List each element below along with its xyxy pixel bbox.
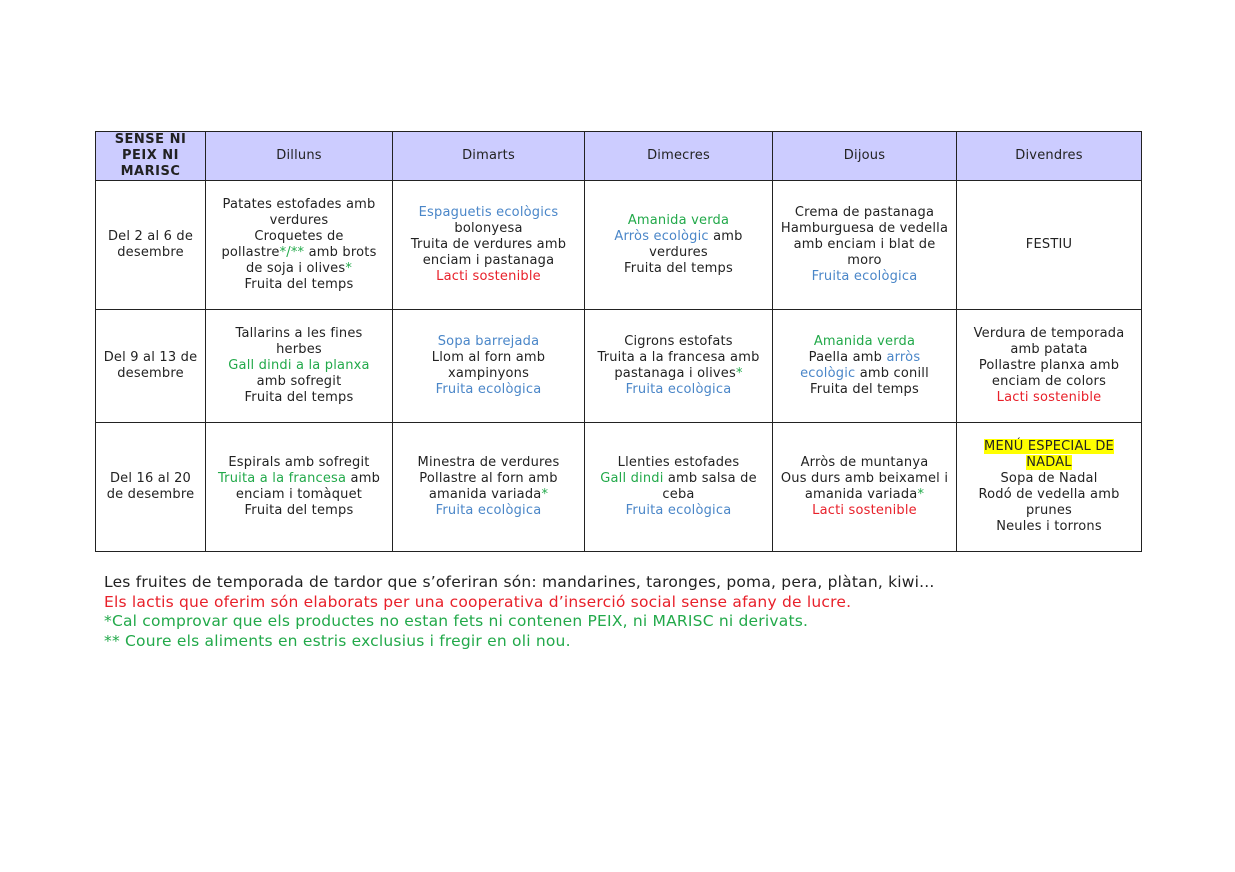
dish-line [399,205,578,221]
dish-line [399,350,578,382]
dish-text: amb sofregit [256,374,342,389]
note-dairy: Els lactis que oferim són elaborats per una cooperativa d’inserció social sense afany de lucre. [104,592,852,611]
menu-cell [393,181,585,310]
dish-text: Llom al forn amb xampinyons [431,350,546,381]
dish-text: Patates estofades amb verdures [222,197,376,228]
dish-line [591,213,766,229]
dish-text: Fruita del temps [624,261,733,276]
day-header-monday: Dilluns [206,132,393,181]
note-cook: ** Coure els aliments en estris exclusius i fregir en oli nou. [104,631,571,650]
dish-line [591,350,766,382]
dish-text: Gall dindi a la planxa [228,358,370,373]
dish-line [212,197,386,229]
header-row [96,132,1142,181]
dish-line [212,326,386,358]
menu-table [95,131,1142,552]
week-period: Del 16 al 20 de desembre [96,423,206,552]
menu-cell [773,181,957,310]
menu-cell [393,423,585,552]
footnotes [104,573,935,651]
week-row [96,310,1142,423]
dish-line [212,358,386,374]
dish-text: Truita a la francesa [217,471,347,486]
week-row [96,423,1142,552]
dish-line [399,503,578,519]
dish-line [212,471,386,503]
dish-line [399,269,578,285]
day-header-thursday: Dijous [773,132,957,181]
dish-text: Minestra de verdures [417,455,560,470]
dish-line [779,269,950,285]
dish-line [779,503,950,519]
dish-text: Lacti sostenible [996,390,1102,405]
dish-text: Espaguetis ecològics [418,205,559,220]
dish-line [212,503,386,519]
special-menu-label: MENÚ ESPECIAL DE NADAL [984,439,1114,470]
dish-line [399,334,578,350]
dish-text: Fruita del temps [244,390,354,405]
dish-text: Truita de verdures amb enciam i pastanaga [410,237,567,268]
dish-text: Fruita del temps [244,277,354,292]
menu-cell [585,181,773,310]
dish-text: Amanida verda [813,334,916,349]
dish-text: Pollastre planxa amb enciam de colors [978,358,1120,389]
day-header-wednesday: Dimecres [585,132,773,181]
dish-line [963,390,1135,406]
dish-text: * [735,366,743,381]
dish-line [212,229,386,277]
dish-text: arròs ecològic [800,350,921,381]
dish-text: Lacti sostenible [436,269,541,284]
dish-text: Fruita ecològica [625,503,732,518]
dish-text: Fruita del temps [810,382,919,397]
dish-line [779,455,950,471]
dish-text: amb conill [855,366,929,381]
dish-line [212,277,386,293]
dish-text: Verdura de temporada amb patata [973,326,1125,357]
dish-text: Arròs de muntanya [800,455,929,470]
dish-text: Sopa de Nadal [1000,471,1098,486]
dish-text: Llenties estofades [617,455,740,470]
dish-text: bolonyesa [454,221,523,236]
dish-text: Paella amb [808,350,887,365]
dish-text: Rodó de vedella amb prunes [978,487,1120,518]
menu-cell [206,310,393,423]
dish-text: Arròs ecològic [614,229,709,244]
dish-text: Fruita ecològica [811,269,918,284]
dish-line [963,237,1135,253]
dish-line [591,455,766,471]
menu-cell [773,423,957,552]
dish-text: * [917,487,925,502]
dish-text: Fruita ecològica [435,503,542,518]
dish-line [399,471,578,503]
dish-line [963,358,1135,390]
dish-line [591,261,766,277]
dish-text: Fruita ecològica [625,382,732,397]
menu-cell [206,181,393,310]
dish-line [591,503,766,519]
dish-line [963,439,1135,471]
dish-text: * [541,487,549,502]
menu-cell [957,423,1142,552]
dish-text: Espirals amb sofregit [228,455,370,470]
dish-line [591,334,766,350]
day-header-friday: Divendres [957,132,1142,181]
menu-cell [957,181,1142,310]
dish-line [963,326,1135,358]
menu-cell [393,310,585,423]
day-header-tuesday: Dimarts [393,132,585,181]
dish-line [779,221,950,269]
menu-cell [773,310,957,423]
dish-text: amb salsa de ceba [662,471,757,502]
dish-line [212,455,386,471]
dish-line [779,205,950,221]
dish-line [779,471,950,503]
dish-text: Fruita ecològica [435,382,542,397]
dish-line [212,374,386,390]
dish-text: Fruita del temps [244,503,354,518]
dish-line [779,334,950,350]
dish-text: */** [279,245,305,260]
dish-text: Hamburguesa de vedella amb enciam i blat de moro [780,221,949,268]
dish-line [399,237,578,269]
dish-line [591,382,766,398]
dish-line [399,455,578,471]
dish-text: Sopa barrejada [437,334,540,349]
dish-text: amb brots de soja i olives [245,245,377,276]
dish-text: Truita a la francesa amb pastanaga i olives [597,350,760,381]
week-row [96,181,1142,310]
dish-line [779,382,950,398]
dish-line [591,471,766,503]
dish-text: Crema de pastanaga [794,205,935,220]
dish-text: Pollastre al forn amb amanida variada [419,471,558,502]
dish-text: FESTIU [1025,237,1073,252]
menu-cell [206,423,393,552]
note-check: *Cal comprovar que els productes no estan fets ni contenen PEIX, ni MARISC ni derivats. [104,612,809,630]
dish-text: Amanida verda [627,213,730,228]
note-fruits: Les fruites de temporada de tardor que s’oferiran són: mandarines, taronges, poma, pera, plàtan, kiwi... [104,573,935,591]
dish-text: Croquetes de pollastre [221,229,344,260]
dish-text: amb enciam i tomàquet [235,471,381,502]
dish-line [212,390,386,406]
dish-line [399,221,578,237]
dish-text: Lacti sostenible [812,503,917,518]
dish-text: amb verdures [649,229,743,260]
dish-text: Tallarins a les fines herbes [235,326,363,357]
menu-cell [957,310,1142,423]
dish-text: Ous durs amb beixamel i amanida variada [780,471,949,502]
dish-text: * [345,261,353,276]
menu-cell [585,310,773,423]
dish-line [963,519,1135,535]
menu-cell [585,423,773,552]
diet-title: SENSE NI PEIX NI MARISC [96,132,206,181]
dish-text: Gall dindi [600,471,664,486]
dish-text: Cigrons estofats [624,334,733,349]
dish-line [591,229,766,261]
dish-line [779,350,950,382]
week-period: Del 2 al 6 de desembre [96,181,206,310]
week-period: Del 9 al 13 de desembre [96,310,206,423]
dish-text: Neules i torrons [996,519,1102,534]
dish-line [963,471,1135,487]
dish-line [399,382,578,398]
dish-line [963,487,1135,519]
